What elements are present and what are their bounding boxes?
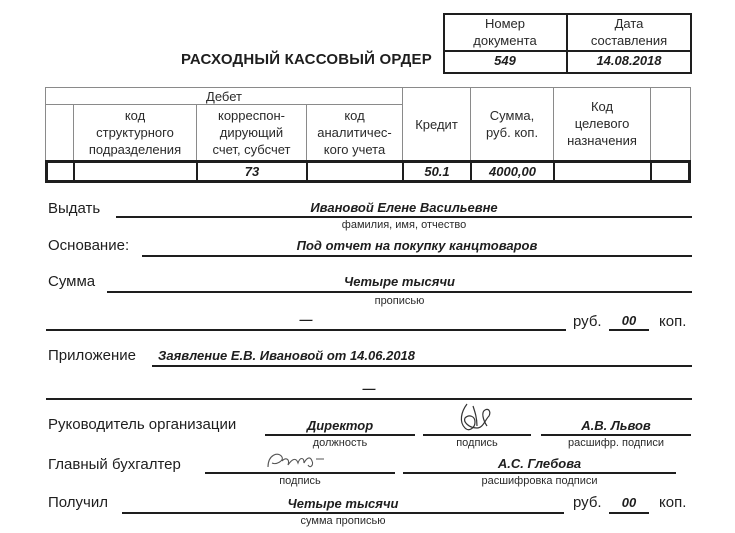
attach-label: Приложение: [48, 347, 136, 364]
accountant-sign-caption: подпись: [279, 475, 321, 487]
issue-value: Ивановой Елене Васильевне: [310, 200, 498, 215]
attach-underline: [152, 365, 692, 367]
sum-caption: прописью: [374, 295, 425, 307]
head-signature: [445, 398, 505, 438]
row-divider-7: [650, 160, 652, 183]
col-anal-l2: аналитичес-: [317, 125, 392, 140]
date-label-2: составления: [590, 33, 668, 48]
received-underline: [122, 512, 564, 514]
table-right-rule: [690, 87, 691, 160]
col-corr-l2: дирующий: [219, 125, 284, 140]
sum-kop-value: 00: [621, 313, 637, 328]
number-label-2: документа: [473, 33, 537, 48]
received-rub-label: руб.: [573, 494, 602, 511]
col-sum-l2: руб. коп.: [485, 125, 539, 140]
attach-line2-underline: [46, 398, 692, 400]
attach-dash: —: [362, 381, 376, 396]
col-target-header: [554, 98, 650, 149]
col-target-l3: назначения: [567, 133, 637, 148]
received-label: Получил: [48, 494, 108, 511]
sum-value: Четыре тысячи: [344, 274, 455, 289]
issue-label: Выдать: [48, 200, 101, 217]
head-sign-underline: [423, 434, 531, 436]
head-sign-caption: подпись: [456, 437, 498, 449]
accountant-signature: [262, 445, 342, 475]
head-name-caption: расшифр. подписи: [568, 437, 664, 449]
row-sum-value: 4000,00: [489, 164, 536, 179]
sum-dash: —: [299, 312, 313, 327]
sum-label: Сумма: [48, 273, 96, 290]
row-divider-6: [553, 160, 555, 183]
col-anal-l1: код: [344, 108, 365, 123]
col-divider-7: [650, 87, 651, 160]
issue-underline: [116, 216, 692, 218]
col-credit-header: Кредит: [415, 117, 458, 132]
issue-caption: фамилия, имя, отчество: [341, 219, 467, 231]
received-kop-value: 00: [621, 495, 637, 510]
received-kop-label: коп.: [659, 494, 687, 511]
head-position-caption: должность: [312, 437, 368, 449]
accountant-name-underline: [403, 472, 676, 474]
basis-label: Основание:: [48, 237, 130, 254]
col-corr-header: [197, 107, 306, 158]
sum-rub-label: руб.: [573, 313, 602, 330]
accountant-label: Главный бухгалтер: [48, 456, 181, 473]
accountant-sign-underline: [205, 472, 395, 474]
col-sum-header: [471, 107, 553, 141]
head-position-underline: [265, 434, 415, 436]
col-corr-l1: корреспон-: [217, 108, 286, 123]
col-sum-l1: Сумма,: [489, 108, 535, 123]
table-data-row: [45, 160, 691, 183]
accountant-name: А.С. Глебова: [497, 456, 582, 471]
col-target-l2: целевого: [574, 116, 630, 131]
attach-value: Заявление Е.В. Ивановой от 14.06.2018: [158, 348, 416, 363]
page-title: РАСХОДНЫЙ КАССОВЫЙ ОРДЕР: [181, 51, 432, 68]
sum-kop-label: коп.: [659, 313, 687, 330]
doc-header-rule: [443, 50, 692, 52]
head-position: Директор: [306, 418, 374, 433]
col-struct-header: [74, 107, 196, 158]
received-kop-underline: [609, 512, 649, 514]
sum-line2-underline: [46, 329, 566, 331]
head-label: Руководитель организации: [48, 416, 237, 433]
row-corr-value: 73: [244, 164, 260, 179]
number-label-1: Номер: [484, 16, 525, 31]
basis-value: Под отчет на покупку канцтоваров: [296, 238, 538, 253]
col-anal-l3: кого учета: [323, 142, 386, 157]
col-struct-l2: структурного: [96, 125, 174, 140]
head-name: А.В. Львов: [581, 418, 651, 433]
row-divider-1: [73, 160, 75, 183]
basis-underline: [142, 255, 692, 257]
col-struct-l1: код: [124, 108, 146, 123]
row-divider-3: [306, 160, 308, 183]
sum-kop-underline: [609, 329, 649, 331]
document-number: 549: [494, 53, 516, 68]
date-label-1: Дата: [614, 16, 644, 31]
col-target-l1: Код: [590, 99, 614, 114]
head-name-underline: [541, 434, 691, 436]
col-anal-header: [307, 107, 402, 158]
received-value: Четыре тысячи: [287, 496, 399, 511]
debit-header: Дебет: [206, 89, 242, 104]
accountant-name-caption: расшифровка подписи: [481, 475, 598, 487]
sum-underline: [107, 291, 692, 293]
row-credit-value: 50.1: [424, 164, 450, 179]
received-caption: сумма прописью: [300, 515, 386, 527]
col-struct-l3: подразделения: [88, 142, 182, 157]
col-corr-l3: счет, субсчет: [212, 142, 291, 157]
document-date: 14.08.2018: [596, 53, 662, 68]
